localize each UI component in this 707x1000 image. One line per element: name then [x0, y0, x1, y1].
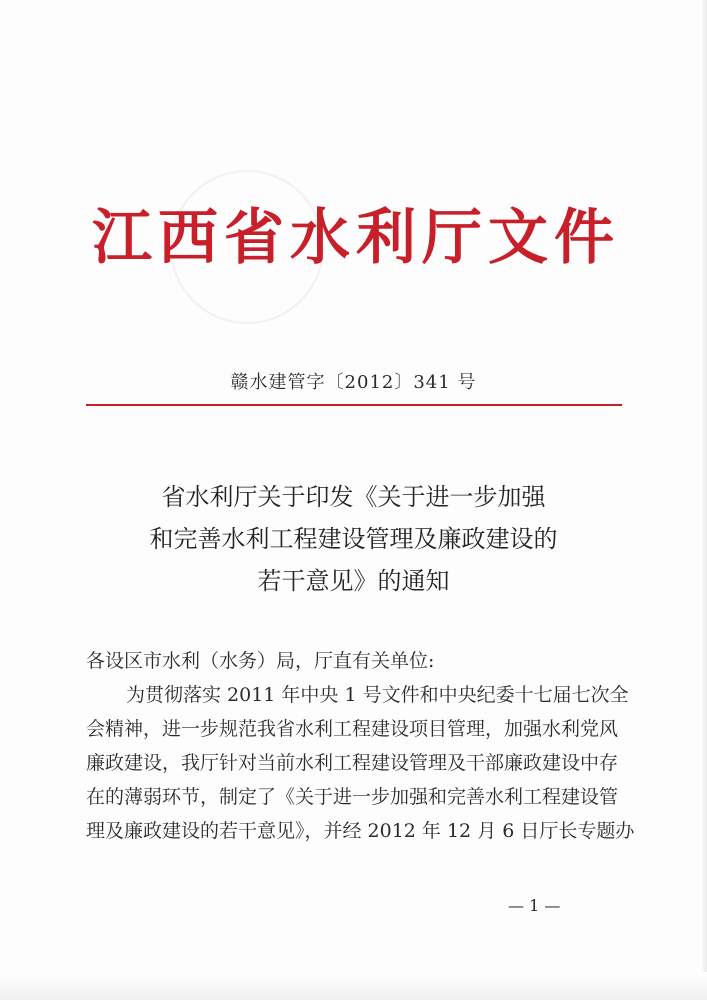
body-line-4: 在的薄弱环节，制定了《关于进一步加强和完善水利工程建设管: [86, 786, 619, 808]
document-body: [86, 644, 635, 848]
salutation: 各设区市水利（水务）局，厅直有关单位:: [86, 650, 435, 672]
document-title: [0, 476, 707, 602]
body-line-5: 理及廉政建设的若干意见》，并经 2012 年 12 月 6 日厅长专题办: [86, 820, 635, 842]
document-header-title: 江西省水利厅文件: [92, 203, 620, 273]
body-line-1: 为贯彻落实 2011 年中央 1 号文件和中央纪委十七届七次全: [126, 684, 629, 706]
body-line-2: 会精神，进一步规范我省水利工程建设项目管理，加强水利党风: [86, 718, 619, 740]
page-number: — 1 —: [508, 896, 561, 915]
document-number: 赣水建管字〔2012〕341 号: [230, 372, 477, 393]
title-line-3: 若干意见》的通知: [257, 567, 450, 595]
scan-bottom-shadow: [0, 972, 707, 1000]
scan-edge-shadow: [701, 0, 707, 1000]
header-red-divider: [86, 404, 622, 406]
title-line-1: 省水利厅关于印发《关于进一步加强: [161, 483, 546, 511]
body-line-3: 廉政建设，我厅针对当前水利工程建设管理及干部廉政建设中存: [86, 752, 619, 774]
title-line-2: 和完善水利工程建设管理及廉政建设的: [149, 525, 558, 553]
